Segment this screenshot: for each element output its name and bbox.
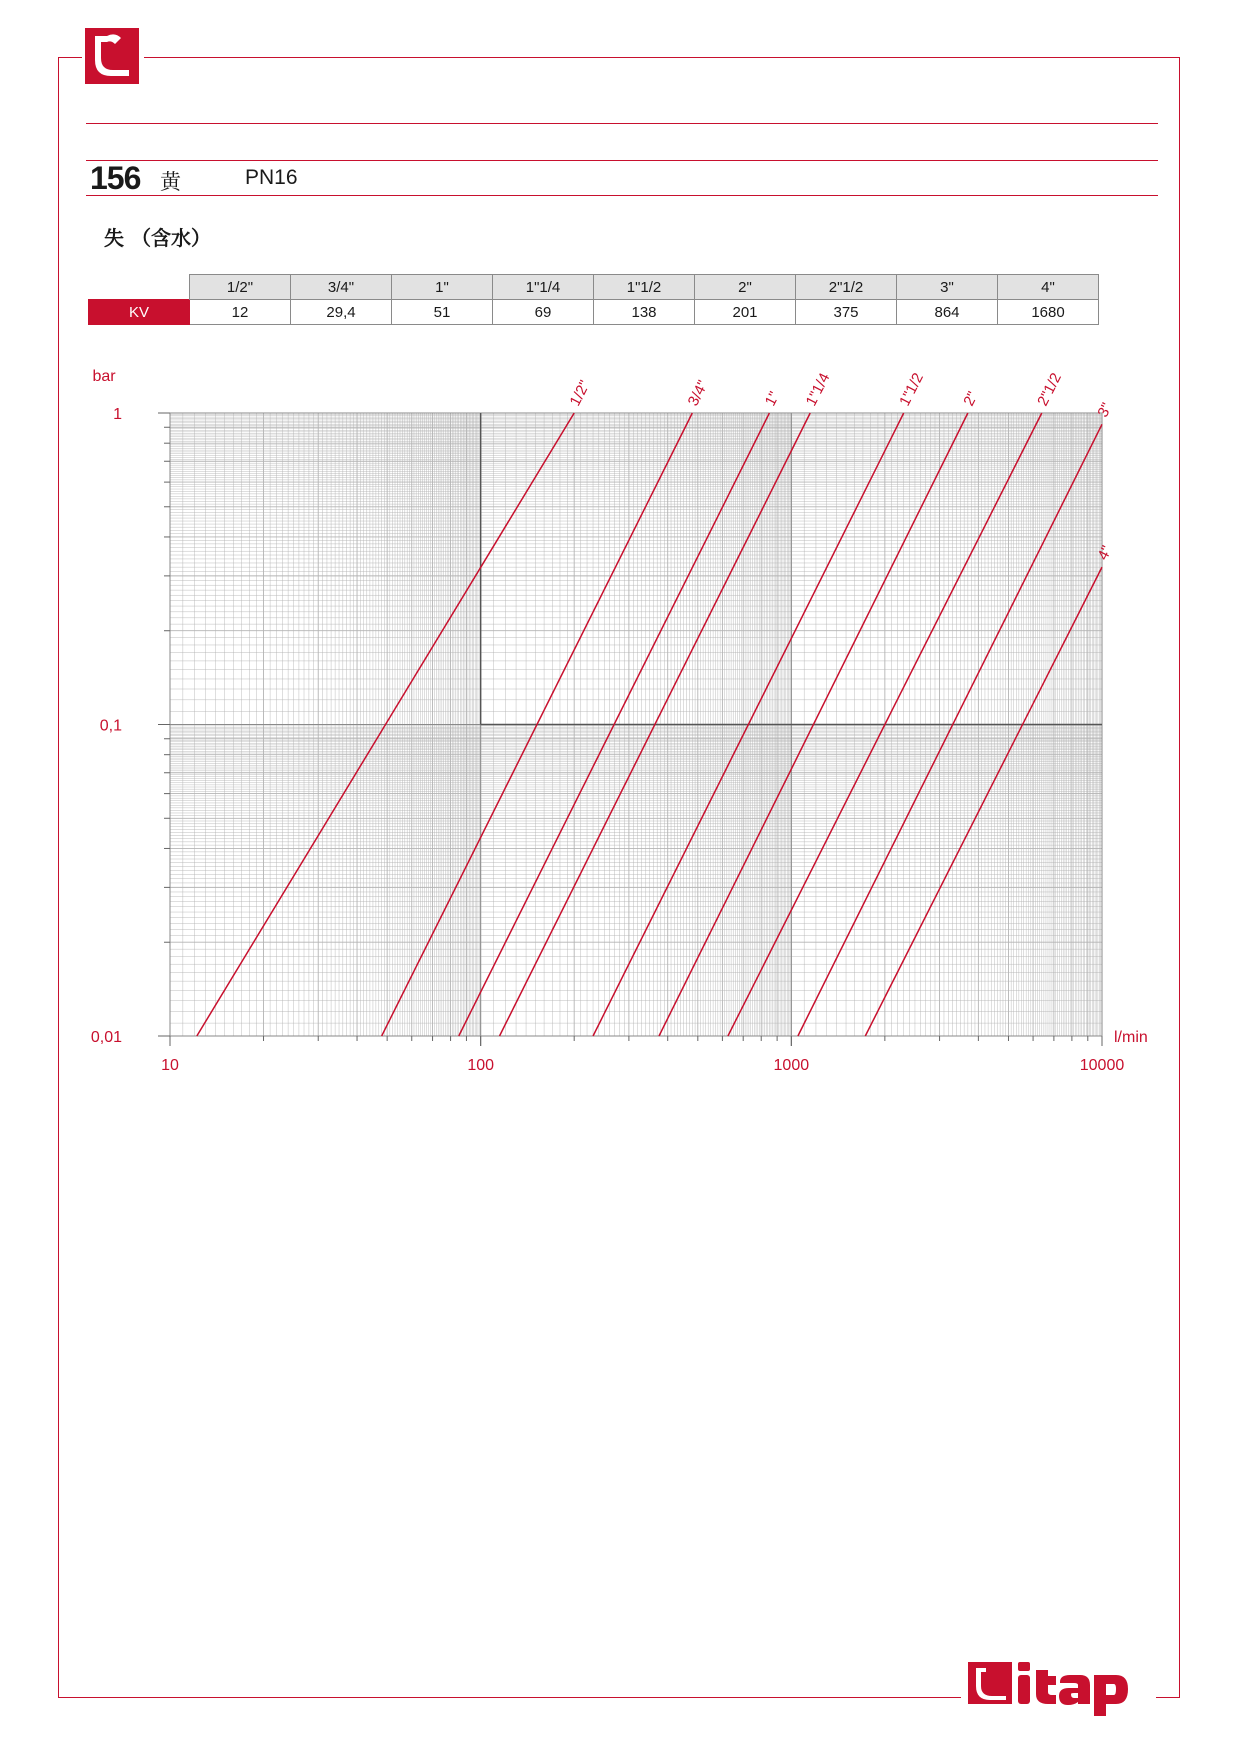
kv-size-cell: 1" [392, 275, 493, 300]
x-tick-label: 10 [161, 1057, 179, 1074]
y-tick-label: 1 [113, 406, 122, 423]
kv-value-cell: 201 [695, 300, 796, 325]
kv-value-cell: 864 [897, 300, 998, 325]
kv-value-cell: 12 [190, 300, 291, 325]
kv-label: KV [89, 300, 190, 325]
kv-size-cell: 1"1/2 [594, 275, 695, 300]
series-label: 1"1/4 [802, 370, 834, 409]
kv-size-cell: 4" [998, 275, 1099, 300]
x-tick-label: 1000 [773, 1057, 810, 1074]
frame-bottom-right [1156, 1697, 1180, 1698]
pressure-rating: PN16 [245, 166, 298, 189]
x-tick-label: 10000 [1079, 1057, 1125, 1074]
y-axis-label: bar [92, 368, 116, 385]
itap-logo [968, 1658, 1148, 1720]
material-label: 黄 [160, 170, 181, 194]
series-label: 1"1/2 [896, 370, 927, 409]
series-label: 2" [960, 388, 982, 409]
kv-value-cell: 69 [493, 300, 594, 325]
chart-subtitle: 失 （含水） [104, 226, 211, 250]
y-tick-label: 0,01 [90, 1029, 122, 1046]
model-number: 156 [90, 160, 141, 196]
kv-value-cell: 29,4 [291, 300, 392, 325]
kv-size-cell: 3" [897, 275, 998, 300]
frame-bottom [58, 1697, 961, 1698]
kv-size-cell: 1"1/4 [493, 275, 594, 300]
x-axis-label: l/min [1114, 1029, 1148, 1046]
series-label: 1" [761, 388, 784, 409]
kv-value-cell: 375 [796, 300, 897, 325]
kv-size-cell: 1/2" [190, 275, 291, 300]
series-label: 3" [1094, 400, 1116, 421]
kv-value-cell: 1680 [998, 300, 1099, 325]
series-label: 3/4" [684, 377, 712, 409]
series-label: 2"1/2 [1034, 370, 1066, 409]
kv-value-cell: 51 [392, 300, 493, 325]
kv-size-cell: 3/4" [291, 275, 392, 300]
kv-size-cell: 2" [695, 275, 796, 300]
kv-value-cell: 138 [594, 300, 695, 325]
y-tick-label: 0,1 [99, 717, 122, 735]
kv-size-cell: 2"1/2 [796, 275, 897, 300]
series-label: 4" [1094, 543, 1116, 563]
series-label: 1/2" [566, 377, 594, 409]
x-tick-label: 100 [467, 1057, 495, 1074]
chart-grid [158, 413, 1102, 1046]
